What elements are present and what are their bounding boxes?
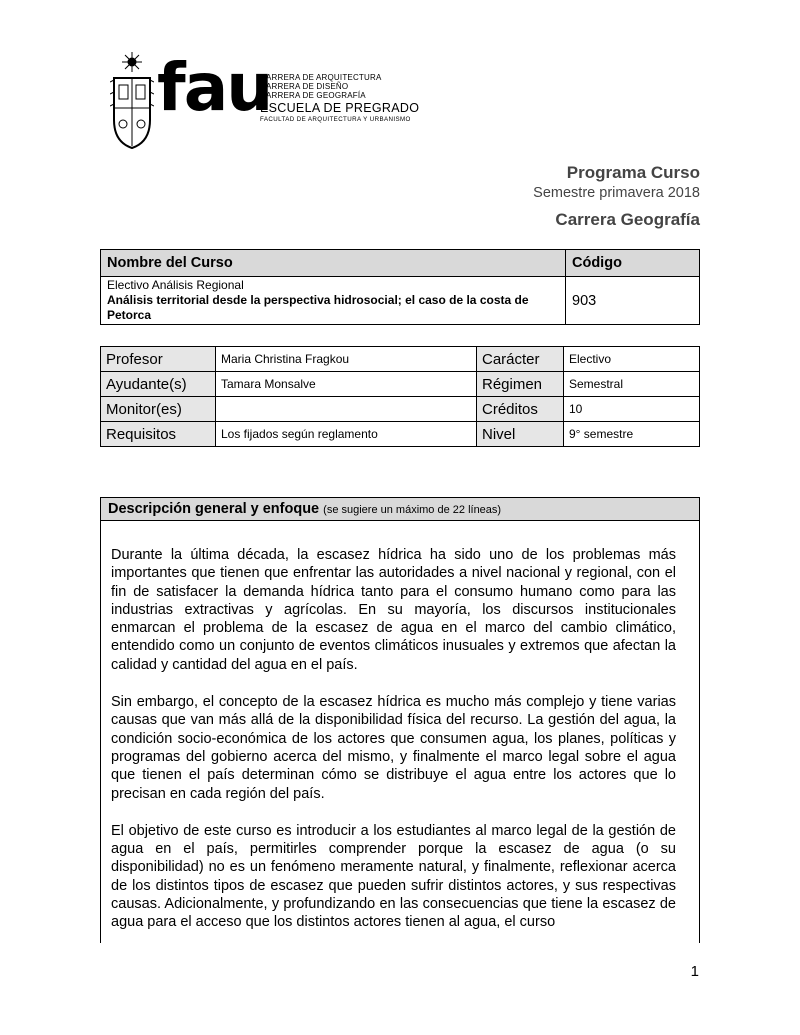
program-title: Programa Curso: [566, 163, 700, 182]
career-item: CARRERA DE DISEÑO: [260, 82, 349, 91]
info-label: Requisitos: [101, 422, 216, 447]
info-row: [101, 372, 700, 397]
info-label: Monitor(es): [101, 397, 216, 422]
semester-label: Semestre primavera 2018: [533, 185, 700, 201]
description-title: Descripción general y enfoque: [108, 501, 320, 517]
info-label: Nivel: [477, 422, 564, 447]
page-number: 1: [690, 963, 699, 980]
course-table: [100, 249, 700, 325]
info-value: [216, 397, 477, 422]
info-value: 10: [564, 397, 700, 422]
faculty-name: FACULTAD DE ARQUITECTURA Y URBANISMO: [260, 116, 411, 123]
career-title: Carrera Geografía: [555, 210, 700, 229]
description-paragraph: El objetivo de este curso es introducir a los estudiantes al marco legal de la gestión de agua en el país, permitirles comprender porque la escasez de agua (o su disponibilidad) no es un fenómeno meramente natural, y finalmente, reflexionar acerca de los distintos tipos de escasez que pueden sufrir distintos actores, y sus respectivas causas. Adicionalmente, y profundizando en las consecuencias que tiene la escasez de agua para el acceso que los distintos actores tienen al agua, el curso: [111, 822, 676, 931]
description-paragraph: Durante la última década, la escasez hídrica ha sido uno de los problemas más importantes que tienen que enfrentar las autoridades a nivel nacional y regional, con el fin de satisfacer la demanda hídrica tanto para el consumo humano como para las industrias extractivas y agrícolas. En su mayoría, los discursos institucionales enmarcan el problema de la escasez de agua en el marco del cambio climático, entendido como un conjunto de eventos climáticos inusuales y extremos que afectan la calidad y cantidad del agua en el país.: [111, 547, 676, 673]
fau-logo-text: fau: [157, 49, 272, 126]
course-name-header: Nombre del Curso: [101, 250, 566, 277]
careers-list: [260, 73, 382, 100]
description-section: [100, 497, 700, 943]
course-code-header: Código: [566, 250, 700, 277]
info-label: Ayudante(s): [101, 372, 216, 397]
info-value: Electivo: [564, 347, 700, 372]
course-code: 903: [566, 277, 700, 325]
info-row: [101, 347, 700, 372]
description-body: [111, 546, 676, 951]
description-paragraph: Sin embargo, el concepto de la escasez hídrica es mucho más complejo y tiene varias causas que van más allá de la disponibilidad física del recurso. La gestión del agua, la condición socio-económica de los actores que consumen agua, los planes, políticas y programas del gobierno acerca del mismo, y finalmente el marco legal sobre el agua que tienen el país determinan cómo se distribuye el agua entre los actores que lo precisan en cada región del país.: [111, 694, 676, 802]
career-item: CARRERA DE ARQUITECTURA: [260, 73, 382, 82]
course-name-cell: [101, 277, 566, 325]
info-value: Maria Christina Fragkou: [216, 347, 477, 372]
course-info-table: [100, 346, 700, 447]
info-row: [101, 422, 700, 447]
info-value: Tamara Monsalve: [216, 372, 477, 397]
description-note: (se sugiere un máximo de 22 líneas): [323, 504, 502, 516]
info-value: Semestral: [564, 372, 700, 397]
info-label: Carácter: [477, 347, 564, 372]
info-label: Créditos: [477, 397, 564, 422]
course-name-line1: Electivo Análisis Regional: [107, 278, 244, 292]
info-value: Los fijados según reglamento: [216, 422, 477, 447]
university-crest-icon: [110, 50, 154, 150]
info-label: Profesor: [101, 347, 216, 372]
career-item: CARRERA DE GEOGRAFÍA: [260, 91, 366, 100]
info-label: Régimen: [477, 372, 564, 397]
info-row: [101, 397, 700, 422]
description-header: [101, 498, 699, 521]
info-value: 9° semestre: [564, 422, 700, 447]
school-name: ESCUELA DE PREGRADO: [260, 101, 420, 115]
course-name-line2: Análisis territorial desde la perspectiva hidrosocial; el caso de la costa de Petorca: [107, 293, 529, 322]
